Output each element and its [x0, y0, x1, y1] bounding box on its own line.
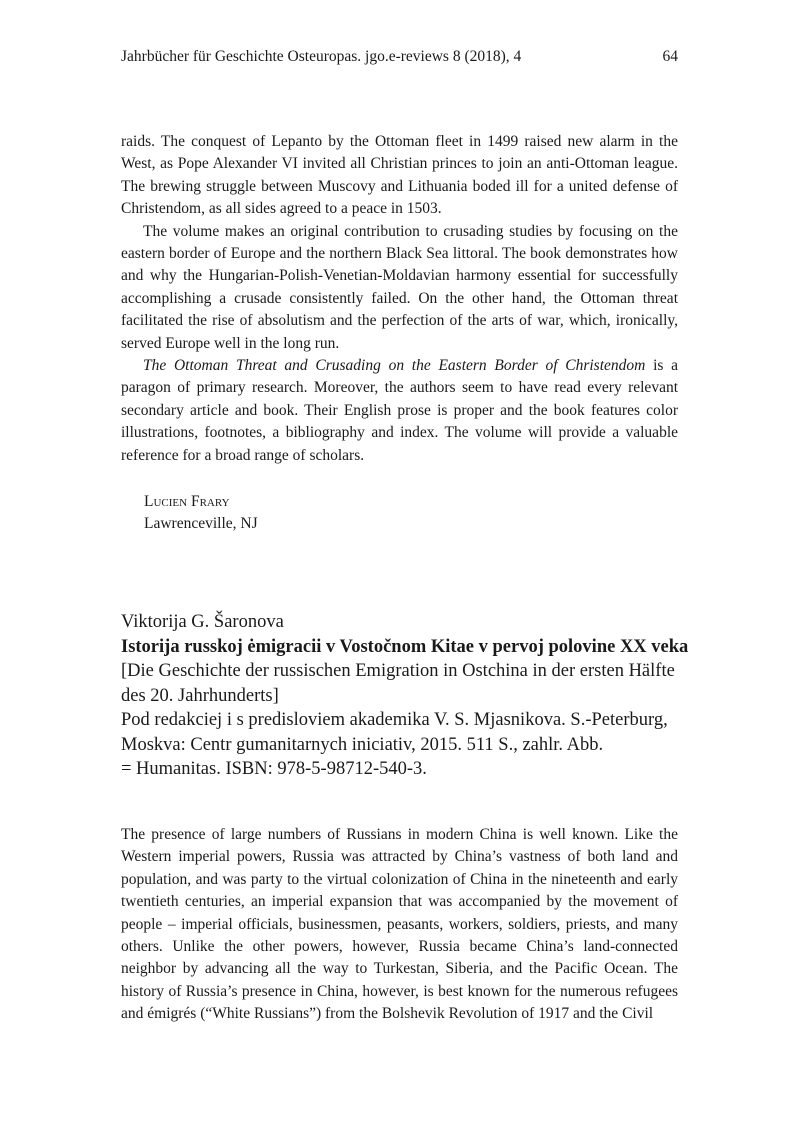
reviewer-location: Lawrenceville, NJ: [144, 515, 258, 533]
journal-citation: Jahrbücher für Geschichte Osteuropas. jgo.e-reviews 8 (2018), 4: [121, 48, 522, 65]
book-publication-info: Pod redakciej i s predisloviem akademika V. S. Mjasnikova. S.-Peterburg,: [121, 710, 668, 730]
paragraph-text: is a paragon of primary research. Moreover, the authors seem to have read every relevant secondary article and book. Their English prose is proper and the book features color illustrations, footnotes, a bibliography and index. The volume will provide a valuable reference for a broad range of scholars.: [121, 357, 679, 464]
book-citation: [121, 610, 691, 782]
book-publication-info: Moskva: Centr gumanitarnych iniciativ, 2015. 511 S., zahlr. Abb.: [121, 734, 604, 755]
book-series-isbn: = Humanitas. ISBN: 978-5-98712-540-3.: [121, 759, 427, 779]
review-body-continued: [121, 131, 678, 467]
running-header: [121, 47, 678, 67]
reviewer-name: Lucien Frary: [144, 493, 230, 510]
paragraph: raids. The conquest of Lepanto by the Ottoman fleet in 1499 raised new alarm in the West, as Pope Alexander VI invited all Christian princes to join an anti-Ottoman league. The brewing struggle between Muscovy and Lithuania boded ill for a united defense of Christendom, as all sides agreed to a peace in 1503.: [121, 133, 678, 218]
paragraph: The presence of large numbers of Russians in modern China is well known. Like the Western imperial powers, Russia was attracted by China’s vastness of both land and population, and was party to the virtual colonization of China in the nineteenth and early twentieth centuries, an imperial expansion that was accompanied by the movement of people – imperial officials, businessmen, peasants, workers, soldiers, priests, and many others. Unlike the other powers, however, Russia became China’s land-connected neighbor by advancing all the way to Turkestan, Siberia, and the Pacific Ocean. The history of Russia’s presence in China, however, is best known for the numerous refugees and émigrés (“White Russians”) from the Bolshevik Revolution of 1917 and the Civil: [121, 826, 678, 1023]
book-title-italic: The Ottoman Threat and Crusading on the Eastern Border of Christendom: [143, 357, 646, 375]
paragraph: The volume makes an original contribution to crusading studies by focusing on the eastern border of Europe and the northern Black Sea littoral. The book demonstrates how and why the Hungarian-Polish-Venetian-Moldavian harmony essential for successfully accomplishing a crusade consistently failed. On the other hand, the Ottoman threat facilitated the rise of absolutism and the perfection of the arts of war, which, ironically, served Europe well in the long run.: [121, 222, 678, 352]
book-title: Istorija russkoj ėmigracii v Vostočnom Kitae v pervoj polovine XX veka: [121, 636, 689, 657]
page-number: 64: [662, 48, 678, 65]
book-author: Viktorija G. Šaronova: [121, 612, 284, 632]
review-body: [121, 824, 678, 1026]
reviewer-signature: [144, 491, 258, 536]
paragraph: [121, 355, 678, 467]
book-translated-title: [Die Geschichte der russischen Emigration in Ostchina in der ersten Hälfte des 20. Jahrhunderts]: [121, 661, 675, 706]
